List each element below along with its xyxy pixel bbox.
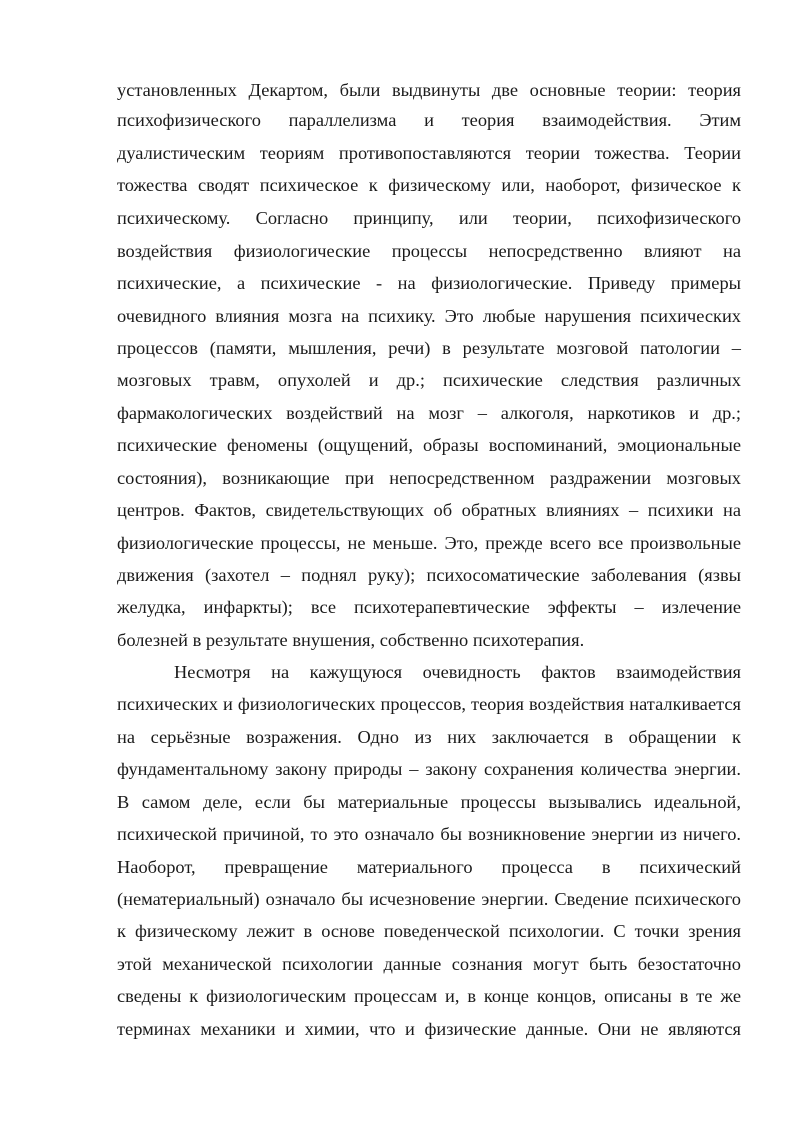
text-line: тожества сводят психическое к физическому или, наоборот, физическое к <box>117 175 741 195</box>
text-line: движения (захотел – поднял руку); психосоматические заболевания (язвы <box>117 565 741 585</box>
text-line: психофизического параллелизма и теория взаимодействия. Этим <box>117 110 741 130</box>
text-line: сведены к физиологическим процессам и, в конце концов, описаны в те же <box>117 986 741 1006</box>
text-line: мозговых травм, опухолей и др.; психические следствия различных <box>117 370 741 390</box>
text-line: центров. Фактов, свидетельствующих об обратных влияниях – психики на <box>117 500 741 520</box>
text-line: (нематериальный) означало бы исчезновение энергии. Сведение психического <box>117 889 741 909</box>
text-line: к физическому лежит в основе поведенческой психологии. С точки зрения <box>117 921 741 941</box>
text-line: процессов (памяти, мышления, речи) в результате мозговой патологии – <box>117 338 741 358</box>
text-line: физиологические процессы, не меньше. Это, прежде всего все произвольные <box>117 533 741 553</box>
text-line: желудка, инфаркты); все психотерапевтические эффекты – излечение <box>117 597 741 617</box>
text-line: состояния), возникающие при непосредственном раздражении мозговых <box>117 468 741 488</box>
text-line: воздействия физиологические процессы непосредственно влияют на <box>117 241 741 261</box>
text-line: очевидного влияния мозга на психику. Это любые нарушения психических <box>117 306 741 326</box>
text-line: психические, а психические - на физиологические. Приведу примеры <box>117 273 741 293</box>
text-line: психические феномены (ощущений, образы воспоминаний, эмоциональные <box>117 435 741 455</box>
text-line: Несмотря на кажущуюся очевидность фактов взаимодействия <box>174 662 741 682</box>
text-line: психических и физиологических процессов, теория воздействия наталкивается <box>117 694 741 714</box>
text-line: фундаментальному закону природы – закону сохранения количества энергии. <box>117 759 741 779</box>
text-line: психической причиной, то это означало бы возникновение энергии из ничего. <box>117 824 741 844</box>
text-line: установленных Декартом, были выдвинуты две основные теории: теория <box>117 80 741 100</box>
text-line: дуалистическим теориям противопоставляются теории тожества. Теории <box>117 143 741 163</box>
text-line: Наоборот, превращение материального процесса в психический <box>117 857 741 877</box>
text-line: терминах механики и химии, что и физические данные. Они не являются <box>117 1019 741 1039</box>
text-line: фармакологических воздействий на мозг – алкоголя, наркотиков и др.; <box>117 403 741 423</box>
text-line: психическому. Согласно принципу, или теории, психофизического <box>117 208 741 228</box>
text-line: болезней в результате внушения, собственно психотерапия. <box>117 630 585 650</box>
text-line: этой механической психологии данные сознания могут быть безостаточно <box>117 954 741 974</box>
text-line: на серьёзные возражения. Одно из них заключается в обращении к <box>117 727 741 747</box>
text-line: В самом деле, если бы материальные процессы вызывались идеальной, <box>117 792 741 812</box>
